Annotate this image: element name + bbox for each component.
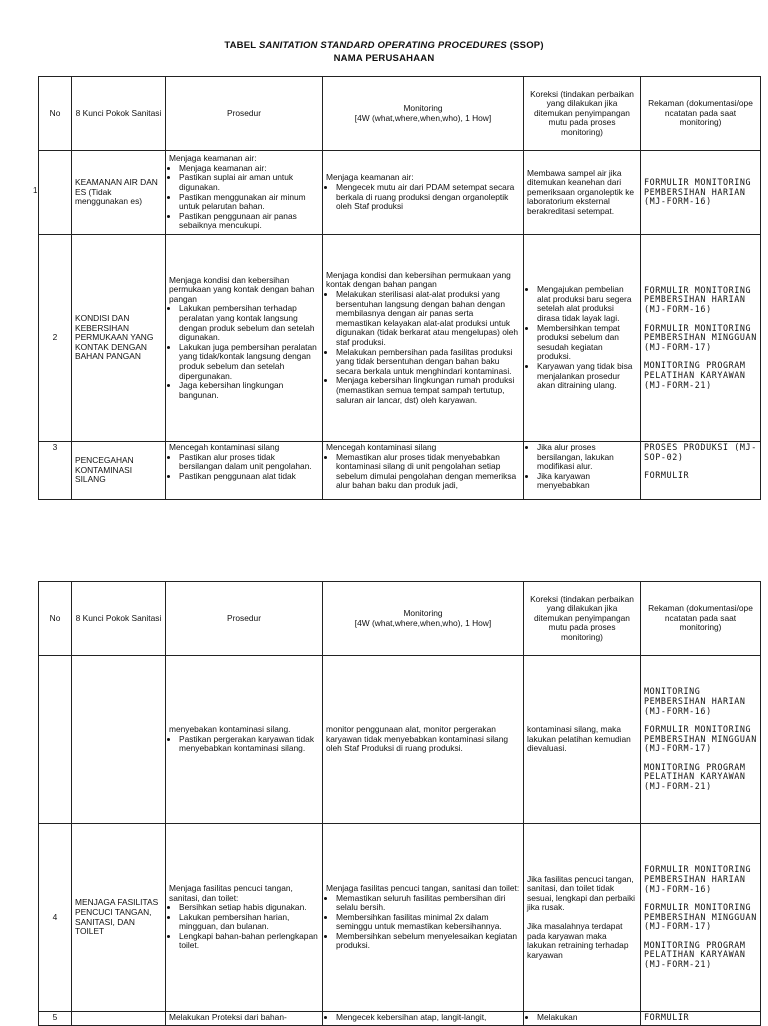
- document-title: TABEL SANITATION STANDARD OPERATING PROCEDURES (SSOP): [224, 40, 544, 51]
- prosedur-cell: Menjaga fasilitas pencuci tangan, sanitasi, dan toilet: • Bersihkan setiap habis digunakan. • Lakukan pembersihan harian, mingguan, dan bulanan. • Lengkapi bahan-bahan perlengkapan toilet.: [166, 824, 323, 1012]
- header-no: No: [39, 77, 72, 151]
- rekaman-cell: MONITORING PEMBERSIHAN HARIAN (MJ-FORM-16) FORMULIR MONITORING PEMBERSIHAN MINGGUAN (MJ-FORM-17) MONITORING PROGRAM PELATIHAN KARYAWAN (MJ-FORM-21): [641, 656, 761, 824]
- monitoring-cell: • Mengecek kebersihan atap, langit-langit,: [323, 1012, 524, 1026]
- rekaman-cell: PROSES PRODUKSI (MJ-SOP-02) FORMULIR: [641, 442, 761, 500]
- side-row-number: 1: [33, 186, 38, 195]
- table-row: [39, 1012, 761, 1026]
- koreksi-cell: • Mengajukan pembelian alat produksi baru segera setelah alat produksi dirasa tidak layak lagi. • Membersihkan tempat produksi sebelum dan sesudah kegiatan produksi. • Karyawan yang tidak bisa menjalankan prosedur akan ditraining ulang.: [524, 235, 641, 442]
- kunci-cell: KONDISI DAN KEBERSIHAN PERMUKAAN YANG KONTAK DENGAN BAHAN PANGAN: [72, 235, 166, 442]
- ssop-table-page-1: [38, 76, 761, 500]
- row-number: [39, 656, 72, 824]
- table-row: [39, 442, 761, 500]
- row-number: 3: [39, 442, 72, 500]
- header-prosedur: Prosedur: [166, 582, 323, 656]
- header-koreksi: Koreksi (tindakan perbaikan yang dilakukan jika ditemukan penyimpangan mutu pada proses monitoring): [524, 582, 641, 656]
- header-rekaman: Rekaman (dokumentasi/ope ncatatan pada saat monitoring): [641, 77, 761, 151]
- row-number: 5: [39, 1012, 72, 1026]
- koreksi-cell: Jika fasilitas pencuci tangan, sanitasi, dan toilet tidak sesuai, lengkapi dan perbaiki jika rusak. Jika masalahnya terdapat pada karyawan maka lakukan retraining terhadap karyawan: [524, 824, 641, 1012]
- rekaman-cell: FORMULIR: [641, 1012, 761, 1026]
- header-prosedur: Prosedur: [166, 77, 323, 151]
- prosedur-cell: menyebakan kontaminasi silang. • Pastikan pergerakan karyawan tidak menyebabkan kontaminasi silang.: [166, 656, 323, 824]
- kunci-cell: [72, 656, 166, 824]
- table-header-row: [39, 582, 761, 656]
- rekaman-cell: FORMULIR MONITORING PEMBERSIHAN HARIAN (MJ-FORM-16): [641, 151, 761, 235]
- kunci-cell: KEAMANAN AIR DAN ES (Tidak menggunakan es): [72, 151, 166, 235]
- header-monitoring: Monitoring [4W (what,where,when,who), 1 How]: [323, 77, 524, 151]
- prosedur-cell: Menjaga kondisi dan kebersihan permukaan yang kontak dengan bahan pangan • Lakukan pembersihan terhadap peralatan yang kontak langsung dengan produk sebelum dan setelah digunakan. • Lakukan juga pembersihan peralatan yang tidak/kontak langsung dengan produk sebelum dan setelah dipergunakan. • Jaga kebersihan lingkungan bangunan.: [166, 235, 323, 442]
- rekaman-cell: FORMULIR MONITORING PEMBERSIHAN HARIAN (MJ-FORM-16) FORMULIR MONITORING PEMBERSIHAN MINGGUAN (MJ-FORM-17) MONITORING PROGRAM PELATIHAN KARYAWAN (MJ-FORM-21): [641, 824, 761, 1012]
- table-row: [39, 656, 761, 824]
- table-row: [39, 235, 761, 442]
- header-no: No: [39, 582, 72, 656]
- monitoring-cell: Menjaga keamanan air: • Mengecek mutu air dari PDAM setempat secara berkala di ruang produksi dengan organoleptik oleh Staf produksi: [323, 151, 524, 235]
- monitoring-cell: Mencegah kontaminasi silang • Memastikan alur proses tidak menyebabkan kontaminasi silang di unit pengolahan setiap sebelum dimulai pengolahan dengan memeriksa alur bahan baku dan produk jadi,: [323, 442, 524, 500]
- monitoring-cell: Menjaga fasilitas pencuci tangan, sanitasi dan toilet: • Memastikan seluruh fasilitas pembersihan diri selalu bersih. • Membersihkan fasilitas minimal 2x dalam seminggu untuk memastikan kebersihannya. • Membersihkan sebelum menyelesaikan kegiatan produksi.: [323, 824, 524, 1012]
- table-row: [39, 824, 761, 1012]
- kunci-cell: PENCEGAHAN KONTAMINASI SILANG: [72, 442, 166, 500]
- kunci-cell: [72, 1012, 166, 1026]
- row-number: 4: [39, 824, 72, 1012]
- row-number: [39, 151, 72, 235]
- header-kunci: 8 Kunci Pokok Sanitasi: [72, 77, 166, 151]
- prosedur-cell: Melakukan Proteksi dari bahan-: [166, 1012, 323, 1026]
- koreksi-cell: • Jika alur proses bersilangan, lakukan modifikasi alur. • Jika karyawan menyebabkan: [524, 442, 641, 500]
- prosedur-cell: Menjaga keamanan air: • Menjaga keamanan air: • Pastikan suplai air aman untuk digunakan. • Pastikan menggunakan air minum untuk pelarutan bahan. • Pastikan penggunaan air panas sebaiknya mencukupi.: [166, 151, 323, 235]
- koreksi-cell: • Melakukan: [524, 1012, 641, 1026]
- ssop-table-page-2: [38, 581, 761, 1026]
- monitoring-cell: monitor penggunaan alat, monitor pergerakan karyawan tidak menyebabkan kontaminasi silang oleh Staf Produksi di ruang produksi.: [323, 656, 524, 824]
- header-monitoring: Monitoring [4W (what,where,when,who), 1 How]: [323, 582, 524, 656]
- header-kunci: 8 Kunci Pokok Sanitasi: [72, 582, 166, 656]
- monitoring-cell: Menjaga kondisi dan kebersihan permukaan yang kontak dengan bahan pangan • Melakukan sterilisasi alat-alat produksi yang bersentuhan langsung dengan bahan dengan membilasnya dengan air panas serta memastikan kelayakan alat-alat produksi untuk digunakan (tidak berkarat atau mengelupas) oleh staf produksi. • Melakukan pembersihan pada fasilitas produksi yang tidak bersentuhan dengan bahan baku secara berkala untuk menghindari kontaminasi. • Menjaga kebersihan lingkungan rumah produksi (memastikan semua tempat sampah tertutup, saluran air lancar, dst) oleh karyawan.: [323, 235, 524, 442]
- row-number: 2: [39, 235, 72, 442]
- koreksi-cell: Membawa sampel air jika ditemukan keanehan dari pemeriksaan organoleptik ke laboratorium eksternal berakreditasi setempat.: [524, 151, 641, 235]
- kunci-cell: MENJAGA FASILITAS PENCUCI TANGAN, SANITASI, DAN TOILET: [72, 824, 166, 1012]
- koreksi-cell: kontaminasi silang, maka lakukan pelatihan kemudian dievaluasi.: [524, 656, 641, 824]
- company-name: NAMA PERUSAHAAN: [333, 53, 435, 64]
- table-header-row: [39, 77, 761, 151]
- prosedur-cell: Mencegah kontaminasi silang • Pastikan alur proses tidak bersilangan dalam unit pengolahan. • Pastikan penggunaan alat tidak: [166, 442, 323, 500]
- table-row: [39, 151, 761, 235]
- rekaman-cell: FORMULIR MONITORING PEMBERSIHAN HARIAN (MJ-FORM-16) FORMULIR MONITORING PEMBERSIHAN MINGGUAN (MJ-FORM-17) MONITORING PROGRAM PELATIHAN KARYAWAN (MJ-FORM-21): [641, 235, 761, 442]
- header-koreksi: Koreksi (tindakan perbaikan yang dilakukan jika ditemukan penyimpangan mutu pada proses monitoring): [524, 77, 641, 151]
- header-rekaman: Rekaman (dokumentasi/ope ncatatan pada saat monitoring): [641, 582, 761, 656]
